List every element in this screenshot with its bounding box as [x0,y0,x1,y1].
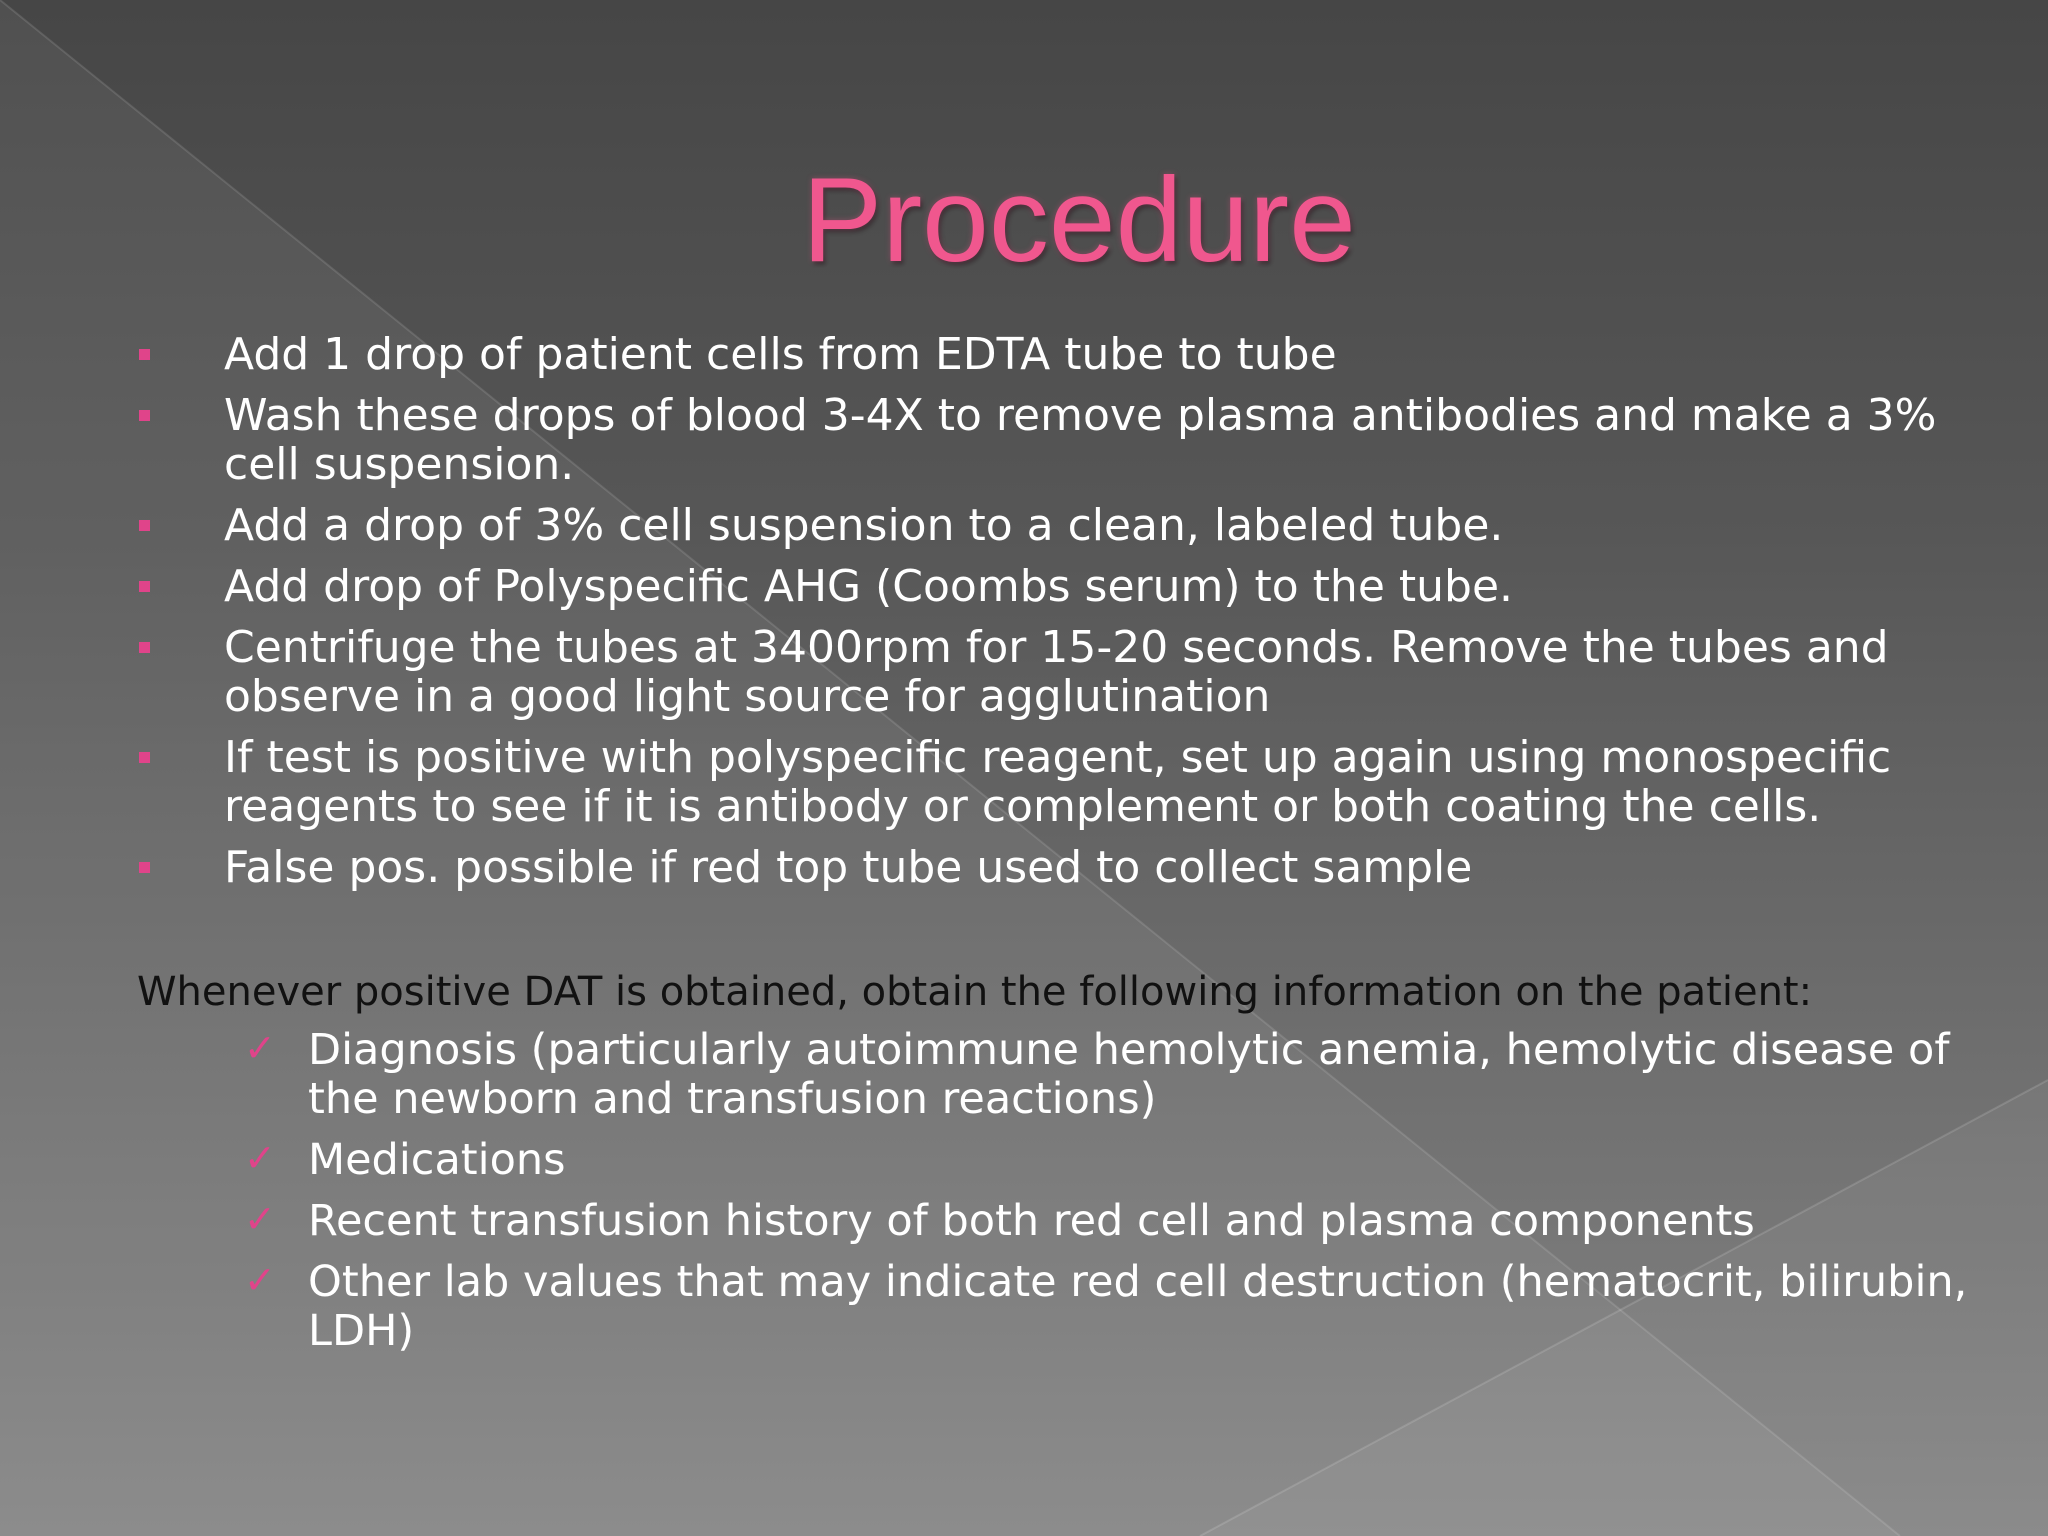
procedure-steps-list [0,330,2048,904]
followup-item-text: Other lab values that may indicate red cell destruction (hematocrit, bilirubin, LDH) [308,1257,1968,1356]
check-mark-icon: ✓ [244,1258,276,1302]
followup-item-text: Diagnosis (particularly autoimmune hemolytic anemia, hemolytic disease of the newborn and transfusion reactions) [308,1025,1950,1124]
followup-checklist [0,1026,2048,1368]
square-bullet-icon [139,410,150,421]
procedure-step [0,623,2048,721]
slide-title: Procedure [802,153,1356,287]
procedure-step-text: Add drop of Polyspecific AHG (Coombs serum) to the tube. [224,561,1513,612]
square-bullet-icon [139,862,150,873]
procedure-step-text: Add a drop of 3% cell suspension to a clean, labeled tube. [224,500,1504,551]
procedure-step-text: Add 1 drop of patient cells from EDTA tube to tube [224,329,1337,380]
followup-intro: Whenever positive DAT is obtained, obtain the following information on the patient: [137,969,1813,1015]
procedure-step-text: If test is positive with polyspecific reagent, set up again using monospecific reagents to see if it is antibody or complement or both coating the cells. [224,732,1892,832]
square-bullet-icon [139,581,150,592]
followup-item-text: Medications [308,1135,566,1185]
check-mark-icon: ✓ [244,1026,276,1070]
followup-item [0,1136,2048,1185]
square-bullet-icon [139,520,150,531]
square-bullet-icon [139,752,150,763]
procedure-step-text: Centrifuge the tubes at 3400rpm for 15-20 seconds. Remove the tubes and observe in a good light source for agglutination [224,622,1889,722]
procedure-step [0,562,2048,611]
procedure-step-text: Wash these drops of blood 3-4X to remove plasma antibodies and make a 3% cell suspension. [224,390,1937,490]
followup-item [0,1026,2048,1124]
square-bullet-icon [139,642,150,653]
square-bullet-icon [139,349,150,360]
procedure-step [0,330,2048,379]
procedure-step [0,843,2048,892]
procedure-step [0,733,2048,831]
check-mark-icon: ✓ [244,1136,276,1180]
procedure-step [0,501,2048,550]
check-mark-icon: ✓ [244,1197,276,1241]
followup-item [0,1258,2048,1356]
followup-item-text: Recent transfusion history of both red cell and plasma components [308,1196,1755,1246]
procedure-step-text: False pos. possible if red top tube used to collect sample [224,842,1473,893]
procedure-step [0,391,2048,489]
followup-item [0,1197,2048,1246]
